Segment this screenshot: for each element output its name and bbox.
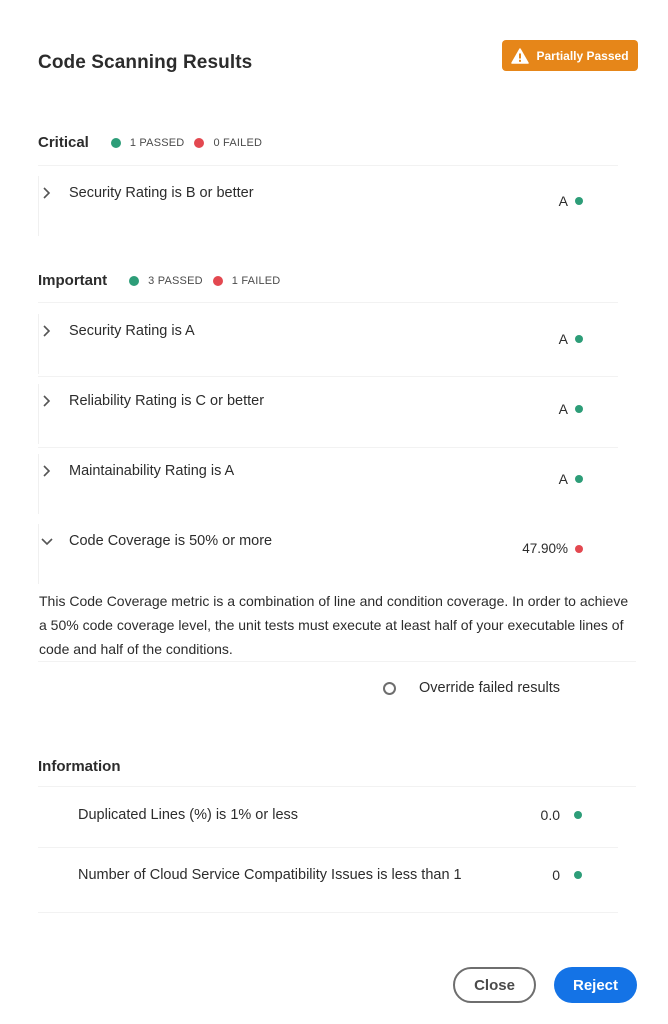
failed-count: 0 FAILED: [213, 136, 263, 149]
divider: [38, 302, 618, 303]
check-value: A: [558, 331, 568, 347]
passed-count: 1 PASSED: [129, 136, 185, 149]
status-badge: [502, 40, 638, 71]
coverage-description: This Code Coverage metric is a combination of line and condition coverage. In order to achieve a 50% code coverage level, the unit tests must execute at least half of your executable lines of code and half of the conditions.: [39, 593, 629, 657]
check-value: 47.90%: [522, 541, 568, 556]
check-row-security-rating-a[interactable]: [38, 314, 619, 374]
check-row-reliability-rating[interactable]: [38, 384, 619, 444]
pass-status-icon: [575, 335, 583, 343]
divider: [38, 847, 618, 848]
pass-status-icon: [574, 811, 582, 819]
divider: [38, 661, 636, 662]
check-label: Code Coverage is 50% or more: [69, 533, 273, 549]
check-value: 0.0: [540, 807, 560, 823]
check-row-maintainability-rating[interactable]: [38, 454, 619, 514]
pass-status-icon: [575, 197, 583, 205]
pass-status-icon: [575, 475, 583, 483]
check-row-code-coverage[interactable]: [38, 524, 619, 584]
chevron-right-icon[interactable]: [41, 454, 57, 482]
check-label: Maintainability Rating is A: [69, 463, 235, 479]
chevron-down-icon[interactable]: [41, 524, 57, 552]
pass-status-icon: [574, 871, 582, 879]
important-section-title: Important: [38, 272, 108, 289]
chevron-right-icon[interactable]: [41, 176, 57, 204]
override-label: Override failed results: [419, 680, 561, 696]
check-label: Duplicated Lines (%) is 1% or less: [78, 807, 299, 823]
check-label: Number of Cloud Service Compatibility Issues is less than 1: [78, 867, 462, 883]
check-row-security-rating-b[interactable]: [38, 176, 619, 236]
info-row-cloud-service-compatibility: [78, 855, 618, 895]
dialog-title: Code Scanning Results: [38, 52, 253, 73]
failed-count: 1 FAILED: [231, 274, 281, 287]
check-label: Security Rating is B or better: [69, 185, 254, 201]
info-row-duplicated-lines: [78, 795, 618, 835]
override-radio[interactable]: [383, 682, 396, 695]
close-button[interactable]: Close: [453, 967, 536, 1003]
override-failed-results-option[interactable]: [383, 680, 560, 696]
divider: [38, 376, 618, 377]
check-value: A: [558, 401, 568, 417]
fail-status-icon: [575, 545, 583, 553]
information-section-title: Information: [38, 758, 121, 775]
divider: [38, 165, 618, 166]
divider: [38, 912, 618, 913]
check-value: 0: [552, 867, 560, 883]
check-label: Reliability Rating is C or better: [69, 393, 265, 409]
important-section-header: [38, 272, 290, 289]
check-value: A: [558, 193, 568, 209]
chevron-right-icon[interactable]: [41, 384, 57, 412]
passed-count: 3 PASSED: [148, 274, 203, 287]
failed-indicator-icon: [194, 138, 204, 148]
critical-section-title: Critical: [38, 134, 89, 151]
passed-indicator-icon: [111, 138, 121, 148]
divider: [38, 447, 618, 448]
alert-triangle-icon: [511, 48, 529, 64]
chevron-right-icon[interactable]: [41, 314, 57, 342]
passed-indicator-icon: [129, 276, 139, 286]
check-value: A: [558, 471, 568, 487]
critical-section-header: [38, 134, 272, 151]
status-badge-label: Partially Passed: [536, 48, 629, 63]
pass-status-icon: [575, 405, 583, 413]
divider: [38, 786, 636, 787]
failed-indicator-icon: [213, 276, 223, 286]
check-label: Security Rating is A: [69, 323, 195, 339]
reject-button[interactable]: Reject: [554, 967, 637, 1003]
information-section-header: [38, 758, 143, 775]
